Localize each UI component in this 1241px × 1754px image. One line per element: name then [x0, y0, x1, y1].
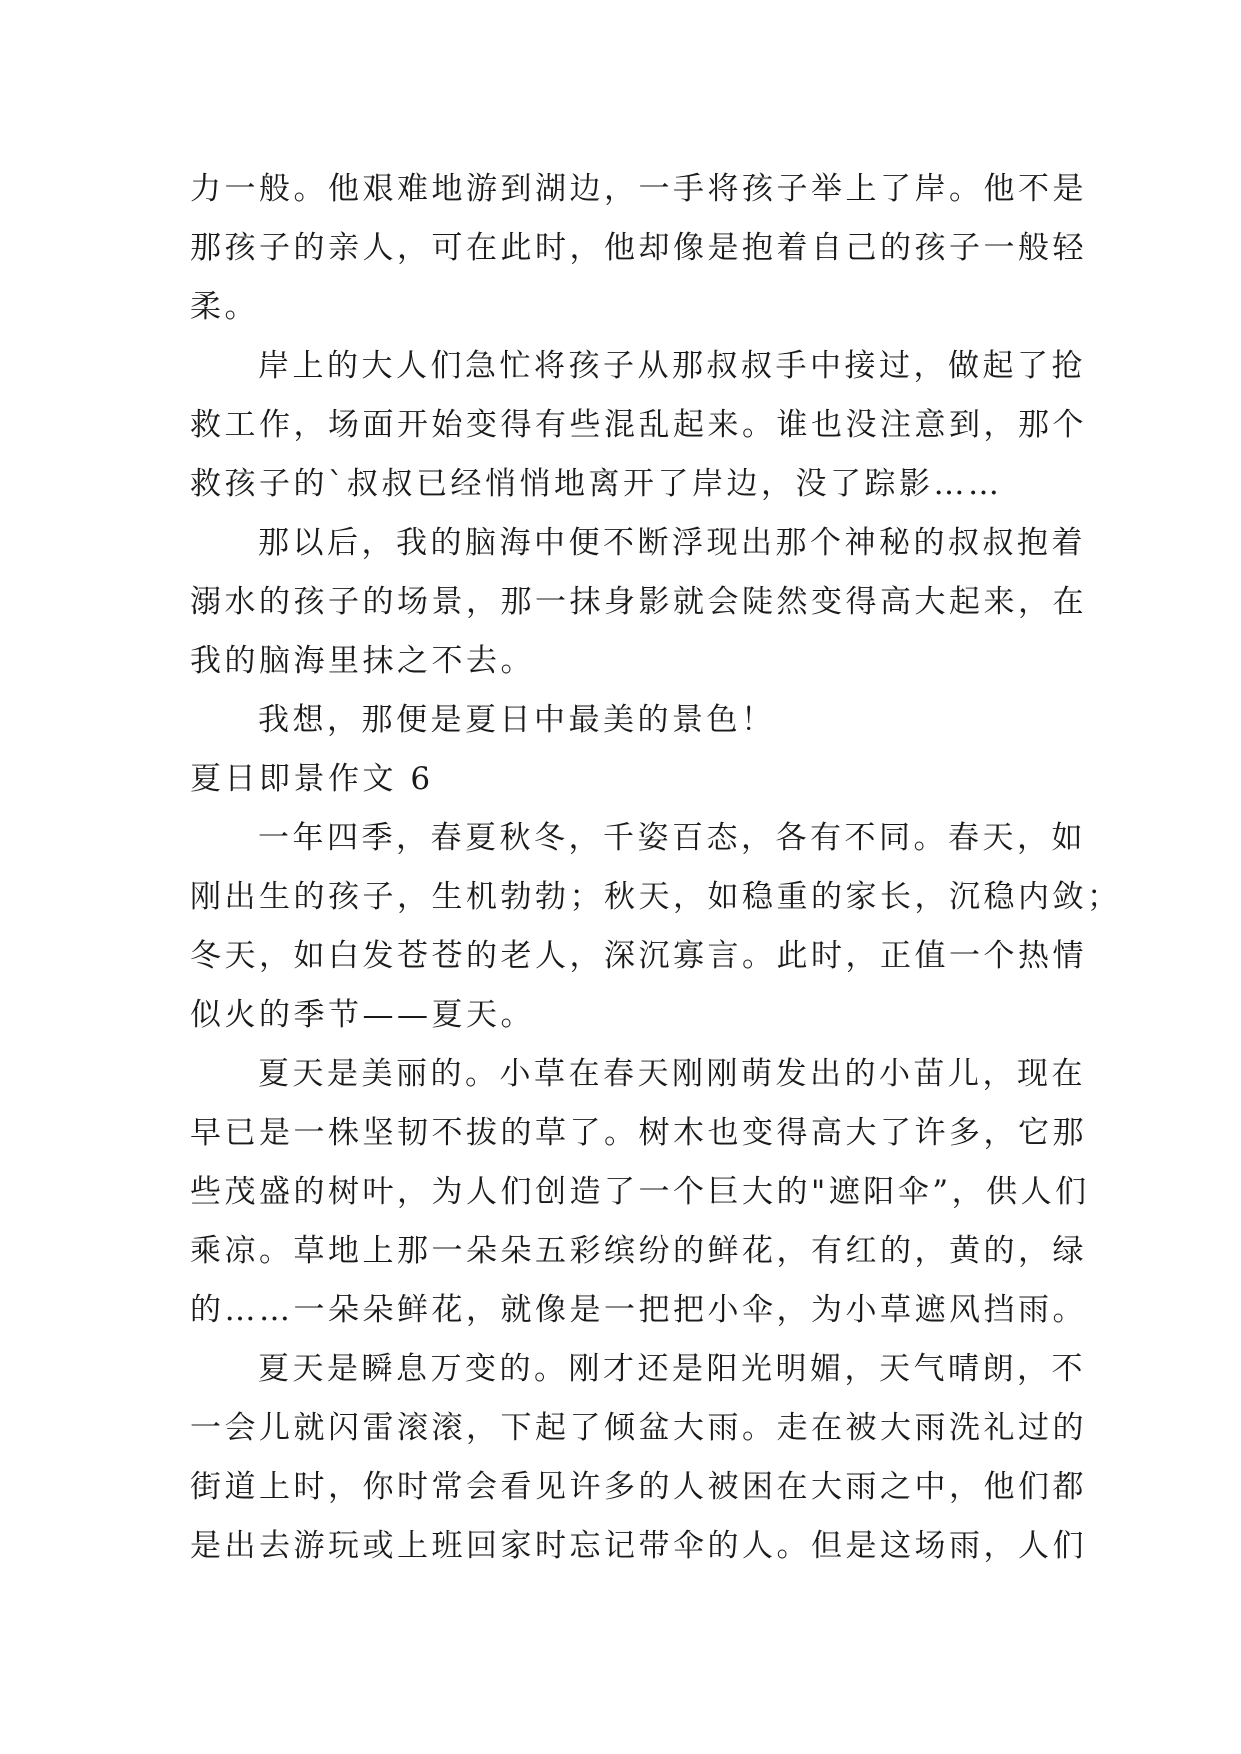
- text-line: 一会儿就闪雷滚滚，下起了倾盆大雨。走在被大雨洗礼过的: [190, 1410, 1087, 1446]
- text-line: 些茂盛的树叶，为人们创造了一个巨大的"遮阳伞”，供人们: [190, 1174, 1090, 1210]
- text-line: 救工作，场面开始变得有些混乱起来。谁也没注意到，那个: [190, 407, 1087, 443]
- text-line: 那孩子的亲人，可在此时，他却像是抱着自己的孩子一般轻: [190, 230, 1087, 266]
- text-line: 我的脑海里抹之不去。: [190, 643, 535, 679]
- text-line: 夏天是瞬息万变的。刚才还是阳光明媚，天气晴朗，不: [258, 1351, 1086, 1387]
- text-line: 刚出生的孩子，生机勃勃；秋天，如稳重的家长，沉稳内敛；: [190, 879, 1122, 915]
- document-body: [190, 160, 1122, 1576]
- text-line: 是出去游玩或上班回家时忘记带伞的人。但是这场雨，人们: [190, 1528, 1087, 1564]
- text-line: 的……一朵朵鲜花，就像是一把把小伞，为小草遮风挡雨。: [190, 1292, 1087, 1328]
- text-line: 冬天，如白发苍苍的老人，深沉寡言。此时，正值一个热情: [190, 938, 1087, 974]
- text-line: 乘凉。草地上那一朵朵五彩缤纷的鲜花，有红的，黄的，绿: [190, 1233, 1087, 1269]
- text-line: 一年四季，春夏秋冬，千姿百态，各有不同。春天，如: [258, 820, 1086, 856]
- text-line: 那以后，我的脑海中便不断浮现出那个神秘的叔叔抱着: [258, 525, 1086, 561]
- text-line: 早已是一株坚韧不拔的草了。树木也变得高大了许多，它那: [190, 1115, 1087, 1151]
- text-line: 我想，那便是夏日中最美的景色！: [258, 702, 776, 738]
- text-line: 夏天是美丽的。小草在春天刚刚萌发出的小苗儿，现在: [258, 1056, 1086, 1092]
- text-line: 街道上时，你时常会看见许多的人被困在大雨之中，他们都: [190, 1469, 1087, 1505]
- text-line: 似火的季节——夏天。: [190, 997, 535, 1033]
- text-line: 溺水的孩子的场景，那一抹身影就会陡然变得高大起来，在: [190, 584, 1087, 620]
- text-line: 柔。: [190, 289, 259, 325]
- text-line: 岸上的大人们急忙将孩子从那叔叔手中接过，做起了抢: [258, 348, 1086, 384]
- text-line: 救孩子的`叔叔已经悄悄地离开了岸边，没了踪影……: [190, 466, 1003, 502]
- section-heading: 夏日即景作文 6: [190, 761, 434, 797]
- text-line: 力一般。他艰难地游到湖边，一手将孩子举上了岸。他不是: [190, 171, 1087, 207]
